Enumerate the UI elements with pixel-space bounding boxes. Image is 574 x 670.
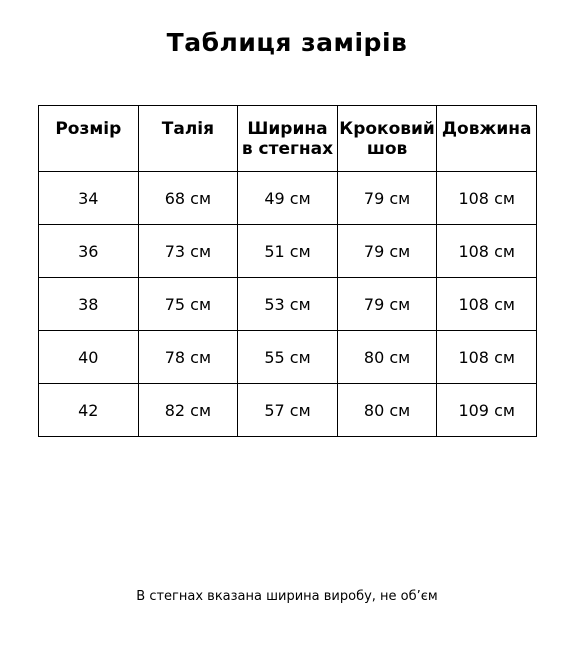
table-row [39, 278, 537, 331]
cell-length: 108 см [437, 331, 537, 384]
cell-length: 108 см [437, 278, 537, 331]
cell-inseam: 79 см [337, 172, 437, 225]
header-size [39, 106, 139, 172]
table-row [39, 384, 537, 437]
header-size-line1: Розмір [55, 119, 122, 139]
cell-size: 42 [39, 384, 139, 437]
footnote: В стегнах вказана ширина виробу, не об’єм [136, 589, 438, 604]
cell-length: 109 см [437, 384, 537, 437]
cell-size: 34 [39, 172, 139, 225]
table-row [39, 331, 537, 384]
table-row [39, 172, 537, 225]
table-header-row [39, 106, 537, 172]
cell-inseam: 79 см [337, 225, 437, 278]
cell-hip-width: 53 см [238, 278, 338, 331]
cell-size: 36 [39, 225, 139, 278]
cell-waist: 82 см [138, 384, 238, 437]
cell-inseam: 80 см [337, 384, 437, 437]
header-length [437, 106, 537, 172]
cell-length: 108 см [437, 172, 537, 225]
table-row [39, 225, 537, 278]
header-hip-width-line1: Ширина [247, 119, 328, 139]
cell-hip-width: 49 см [238, 172, 338, 225]
header-inseam [337, 106, 437, 172]
cell-waist: 75 см [138, 278, 238, 331]
header-inseam-line1: Кроковий [339, 119, 435, 139]
cell-waist: 68 см [138, 172, 238, 225]
page-title: Таблиця замірів [166, 28, 408, 57]
header-waist [138, 106, 238, 172]
cell-inseam: 79 см [337, 278, 437, 331]
cell-length: 108 см [437, 225, 537, 278]
header-inseam-line2: шов [366, 139, 408, 159]
cell-size: 40 [39, 331, 139, 384]
header-hip-width [238, 106, 338, 172]
cell-hip-width: 51 см [238, 225, 338, 278]
cell-inseam: 80 см [337, 331, 437, 384]
cell-waist: 78 см [138, 331, 238, 384]
cell-hip-width: 55 см [238, 331, 338, 384]
cell-waist: 73 см [138, 225, 238, 278]
cell-hip-width: 57 см [238, 384, 338, 437]
size-chart-table [38, 105, 537, 437]
header-waist-line1: Талія [161, 119, 215, 139]
header-length-line1: Довжина [441, 119, 532, 139]
cell-size: 38 [39, 278, 139, 331]
header-hip-width-line2: в стегнах [241, 139, 334, 159]
